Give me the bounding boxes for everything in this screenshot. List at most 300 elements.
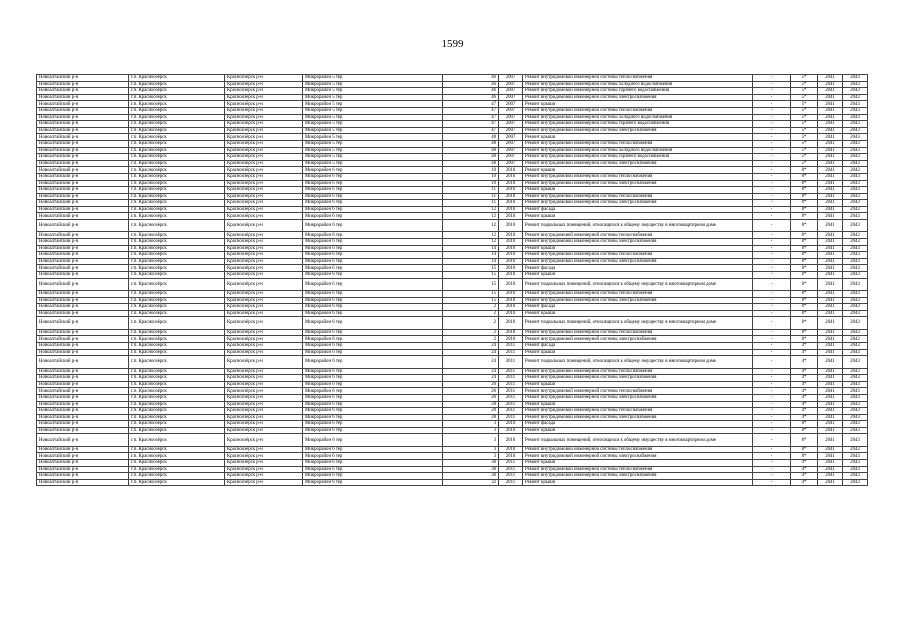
cell-build-year: 2011: [499, 408, 523, 415]
cell-work-type: Ремонт подвальных помещений, относящихся к общему имуществу в многоквартирном доме: [523, 434, 753, 446]
cell-area: -: [753, 252, 791, 259]
cell-end-year: 2043: [843, 479, 868, 486]
cell-street: Микрорайон 5 тер: [303, 94, 443, 101]
cell-settlement: г.п. Красноозёрск: [129, 213, 225, 220]
cell-city-district: Красноозёрск р-н: [225, 134, 303, 141]
cell-work-type: Ремонт внутридомовой инженерной системы электроснабжения: [523, 200, 753, 207]
cell-street: Микрорайон 6 тер: [303, 329, 443, 336]
cell-street: Микрорайон 6 тер: [303, 252, 443, 259]
cell-start-year: 2041: [818, 160, 843, 167]
table-row: [37, 258, 868, 265]
cell-priority: 5*: [791, 127, 818, 134]
cell-build-year: 2010: [499, 213, 523, 220]
cell-priority: 4*: [791, 408, 818, 415]
table-row: [37, 180, 868, 187]
cell-city-district: Красноозёрск р-н: [225, 394, 303, 401]
cell-house-number: 47: [443, 127, 499, 134]
table-row: [37, 154, 868, 161]
cell-priority: 8*: [791, 193, 818, 200]
cell-area: -: [753, 466, 791, 473]
cell-start-year: 2041: [818, 154, 843, 161]
cell-district: Новоалтайский р-н: [37, 460, 129, 467]
cell-house-number: 30: [443, 460, 499, 467]
cell-settlement: г.п. Красноозёрск: [129, 381, 225, 388]
cell-settlement: г.п. Красноозёрск: [129, 342, 225, 349]
cell-district: Новоалтайский р-н: [37, 297, 129, 304]
cell-city-district: Красноозёрск р-н: [225, 460, 303, 467]
cell-priority: 8*: [791, 239, 818, 246]
cell-area: -: [753, 81, 791, 88]
cell-start-year: 2041: [818, 114, 843, 121]
cell-start-year: 2041: [818, 134, 843, 141]
cell-end-year: 2043: [843, 427, 868, 434]
cell-priority: 8*: [791, 167, 818, 174]
cell-district: Новоалтайский р-н: [37, 317, 129, 329]
cell-work-type: Ремонт подвальных помещений, относящихся к общему имуществу в многоквартирном доме: [523, 356, 753, 368]
cell-build-year: 2010: [499, 200, 523, 207]
cell-priority: 8*: [791, 446, 818, 453]
cell-area: -: [753, 265, 791, 272]
cell-build-year: 2011: [499, 460, 523, 467]
cell-area: -: [753, 342, 791, 349]
cell-district: Новоалтайский р-н: [37, 127, 129, 134]
cell-end-year: 2043: [843, 368, 868, 375]
cell-build-year: 2011: [499, 349, 523, 356]
cell-city-district: Красноозёрск р-н: [225, 329, 303, 336]
cell-end-year: 2043: [843, 94, 868, 101]
cell-end-year: 2043: [843, 460, 868, 467]
cell-work-type: Ремонт крыши: [523, 349, 753, 356]
cell-end-year: 2043: [843, 375, 868, 382]
table-row: [37, 446, 868, 453]
cell-build-year: 2007: [499, 147, 523, 154]
cell-end-year: 2043: [843, 213, 868, 220]
cell-work-type: Ремонт внутридомовой инженерной системы теплоснабжения: [523, 368, 753, 375]
table-row: [37, 414, 868, 421]
cell-end-year: 2043: [843, 388, 868, 395]
cell-area: -: [753, 394, 791, 401]
cell-end-year: 2043: [843, 466, 868, 473]
cell-city-district: Красноозёрск р-н: [225, 193, 303, 200]
cell-work-type: Ремонт внутридомовой инженерной системы электроснабжения: [523, 414, 753, 421]
cell-settlement: г.п. Красноозёрск: [129, 107, 225, 114]
cell-house-number: 48: [443, 154, 499, 161]
cell-city-district: Красноозёрск р-н: [225, 187, 303, 194]
cell-priority: 8*: [791, 427, 818, 434]
table-row: [37, 134, 868, 141]
cell-priority: 8*: [791, 206, 818, 213]
cell-start-year: 2041: [818, 200, 843, 207]
cell-city-district: Красноозёрск р-н: [225, 160, 303, 167]
cell-end-year: 2043: [843, 81, 868, 88]
cell-priority: 4*: [791, 388, 818, 395]
cell-priority: 4*: [791, 401, 818, 408]
cell-priority: 8*: [791, 310, 818, 317]
cell-area: -: [753, 434, 791, 446]
cell-build-year: 2010: [499, 258, 523, 265]
cell-priority: 8*: [791, 200, 818, 207]
cell-house-number: 15: [443, 265, 499, 272]
cell-build-year: 2010: [499, 310, 523, 317]
cell-house-number: 48: [443, 160, 499, 167]
cell-work-type: Ремонт крыши: [523, 245, 753, 252]
table-row: [37, 147, 868, 154]
cell-area: -: [753, 127, 791, 134]
cell-city-district: Красноозёрск р-н: [225, 232, 303, 239]
cell-house-number: 3: [443, 427, 499, 434]
table-row: [37, 239, 868, 246]
cell-city-district: Красноозёрск р-н: [225, 368, 303, 375]
page-number: 1599: [441, 38, 464, 50]
cell-district: Новоалтайский р-н: [37, 258, 129, 265]
cell-district: Новоалтайский р-н: [37, 160, 129, 167]
cell-end-year: 2043: [843, 134, 868, 141]
cell-build-year: 2010: [499, 265, 523, 272]
cell-end-year: 2043: [843, 258, 868, 265]
cell-city-district: Красноозёрск р-н: [225, 291, 303, 298]
table-row: [37, 427, 868, 434]
cell-priority: 8*: [791, 317, 818, 329]
cell-district: Новоалтайский р-н: [37, 173, 129, 180]
cell-end-year: 2043: [843, 434, 868, 446]
cell-start-year: 2041: [818, 304, 843, 311]
cell-settlement: г.п. Красноозёрск: [129, 167, 225, 174]
cell-start-year: 2041: [818, 167, 843, 174]
cell-area: -: [753, 278, 791, 290]
cell-house-number: 24: [443, 375, 499, 382]
cell-house-number: 46: [443, 94, 499, 101]
cell-work-type: Ремонт внутридомовой инженерной системы электроснабжения: [523, 239, 753, 246]
cell-street: Микрорайон 6 тер: [303, 265, 443, 272]
cell-priority: 4*: [791, 466, 818, 473]
cell-work-type: Ремонт внутридомовой инженерной системы теплоснабжения: [523, 466, 753, 473]
cell-street: Микрорайон 6 тер: [303, 408, 443, 415]
cell-work-type: Ремонт внутридомовой инженерной системы холодного водоснабжения: [523, 147, 753, 154]
cell-end-year: 2043: [843, 265, 868, 272]
cell-settlement: г.п. Красноозёрск: [129, 466, 225, 473]
cell-settlement: г.п. Красноозёрск: [129, 479, 225, 486]
cell-work-type: Ремонт крыши: [523, 381, 753, 388]
cell-street: Микрорайон 6 тер: [303, 401, 443, 408]
cell-district: Новоалтайский р-н: [37, 107, 129, 114]
cell-start-year: 2041: [818, 173, 843, 180]
cell-street: Микрорайон 5 тер: [303, 160, 443, 167]
cell-house-number: 10: [443, 180, 499, 187]
cell-house-number: 46: [443, 75, 499, 82]
cell-start-year: 2041: [818, 187, 843, 194]
cell-area: -: [753, 121, 791, 128]
cell-district: Новоалтайский р-н: [37, 304, 129, 311]
cell-end-year: 2043: [843, 278, 868, 290]
capital-repair-table: [36, 74, 868, 486]
cell-house-number: 47: [443, 114, 499, 121]
cell-city-district: Красноозёрск р-н: [225, 388, 303, 395]
cell-work-type: Ремонт внутридомовой инженерной системы теплоснабжения: [523, 75, 753, 82]
cell-start-year: 2041: [818, 408, 843, 415]
cell-house-number: 12: [443, 239, 499, 246]
cell-end-year: 2043: [843, 381, 868, 388]
table-row: [37, 220, 868, 232]
cell-build-year: 2011: [499, 388, 523, 395]
cell-start-year: 2041: [818, 453, 843, 460]
cell-area: -: [753, 147, 791, 154]
cell-street: Микрорайон 5 тер: [303, 81, 443, 88]
cell-city-district: Красноозёрск р-н: [225, 220, 303, 232]
cell-build-year: 2011: [499, 479, 523, 486]
cell-start-year: 2041: [818, 140, 843, 147]
cell-work-type: Ремонт крыши: [523, 310, 753, 317]
cell-start-year: 2041: [818, 232, 843, 239]
cell-start-year: 2041: [818, 466, 843, 473]
table-row: [37, 466, 868, 473]
table-row: [37, 127, 868, 134]
cell-work-type: Ремонт внутридомовой инженерной системы теплоснабжения: [523, 173, 753, 180]
cell-district: Новоалтайский р-н: [37, 401, 129, 408]
cell-district: Новоалтайский р-н: [37, 291, 129, 298]
cell-work-type: Ремонт внутридомовой инженерной системы электроснабжения: [523, 453, 753, 460]
cell-street: Микрорайон 5 тер: [303, 114, 443, 121]
cell-city-district: Красноозёрск р-н: [225, 180, 303, 187]
cell-start-year: 2041: [818, 206, 843, 213]
cell-city-district: Красноозёрск р-н: [225, 401, 303, 408]
cell-city-district: Красноозёрск р-н: [225, 479, 303, 486]
cell-build-year: 2007: [499, 75, 523, 82]
cell-house-number: 3: [443, 446, 499, 453]
table-row: [37, 101, 868, 108]
cell-area: -: [753, 167, 791, 174]
cell-build-year: 2010: [499, 187, 523, 194]
cell-house-number: 24: [443, 368, 499, 375]
cell-settlement: г.п. Красноозёрск: [129, 121, 225, 128]
cell-city-district: Красноозёрск р-н: [225, 147, 303, 154]
cell-end-year: 2043: [843, 473, 868, 480]
cell-build-year: 2010: [499, 329, 523, 336]
cell-district: Новоалтайский р-н: [37, 310, 129, 317]
table-row: [37, 304, 868, 311]
cell-build-year: 2010: [499, 317, 523, 329]
cell-district: Новоалтайский р-н: [37, 408, 129, 415]
cell-build-year: 2011: [499, 375, 523, 382]
cell-street: Микрорайон 6 тер: [303, 356, 443, 368]
cell-area: -: [753, 408, 791, 415]
cell-priority: 4*: [791, 473, 818, 480]
cell-priority: 8*: [791, 291, 818, 298]
cell-build-year: 2010: [499, 272, 523, 279]
cell-build-year: 2010: [499, 193, 523, 200]
cell-build-year: 2010: [499, 291, 523, 298]
table-row: [37, 94, 868, 101]
cell-priority: 8*: [791, 232, 818, 239]
cell-area: -: [753, 368, 791, 375]
cell-area: -: [753, 421, 791, 428]
cell-end-year: 2043: [843, 193, 868, 200]
cell-city-district: Красноозёрск р-н: [225, 154, 303, 161]
cell-city-district: Красноозёрск р-н: [225, 121, 303, 128]
cell-settlement: г.п. Красноозёрск: [129, 245, 225, 252]
cell-settlement: г.п. Красноозёрск: [129, 446, 225, 453]
table-row: [37, 368, 868, 375]
cell-district: Новоалтайский р-н: [37, 421, 129, 428]
cell-district: Новоалтайский р-н: [37, 427, 129, 434]
cell-start-year: 2041: [818, 473, 843, 480]
cell-district: Новоалтайский р-н: [37, 121, 129, 128]
cell-district: Новоалтайский р-н: [37, 375, 129, 382]
cell-start-year: 2041: [818, 446, 843, 453]
cell-city-district: Красноозёрск р-н: [225, 278, 303, 290]
cell-house-number: 15: [443, 291, 499, 298]
cell-area: -: [753, 297, 791, 304]
cell-settlement: г.п. Красноозёрск: [129, 200, 225, 207]
cell-district: Новоалтайский р-н: [37, 446, 129, 453]
cell-work-type: Ремонт подвальных помещений, относящихся к общему имуществу в многоквартирном доме: [523, 278, 753, 290]
cell-start-year: 2041: [818, 427, 843, 434]
cell-house-number: 11: [443, 187, 499, 194]
table-row: [37, 336, 868, 343]
table-row: [37, 394, 868, 401]
cell-street: Микрорайон 6 тер: [303, 173, 443, 180]
cell-start-year: 2041: [818, 75, 843, 82]
cell-settlement: г.п. Красноозёрск: [129, 239, 225, 246]
cell-end-year: 2043: [843, 127, 868, 134]
cell-end-year: 2043: [843, 239, 868, 246]
cell-end-year: 2043: [843, 147, 868, 154]
cell-priority: 5*: [791, 121, 818, 128]
cell-city-district: Красноозёрск р-н: [225, 107, 303, 114]
cell-work-type: Ремонт внутридомовой инженерной системы электроснабжения: [523, 180, 753, 187]
cell-start-year: 2041: [818, 388, 843, 395]
cell-street: Микрорайон 6 тер: [303, 193, 443, 200]
cell-start-year: 2041: [818, 349, 843, 356]
cell-start-year: 2041: [818, 193, 843, 200]
cell-street: Микрорайон 6 тер: [303, 466, 443, 473]
table-row: [37, 479, 868, 486]
cell-street: Микрорайон 6 тер: [303, 394, 443, 401]
cell-start-year: 2041: [818, 127, 843, 134]
cell-start-year: 2041: [818, 239, 843, 246]
table-row: [37, 272, 868, 279]
cell-house-number: 14: [443, 252, 499, 259]
cell-street: Микрорайон 6 тер: [303, 297, 443, 304]
cell-house-number: 3: [443, 421, 499, 428]
cell-priority: 5*: [791, 107, 818, 114]
cell-end-year: 2043: [843, 349, 868, 356]
cell-street: Микрорайон 6 тер: [303, 375, 443, 382]
cell-start-year: 2041: [818, 213, 843, 220]
cell-city-district: Красноозёрск р-н: [225, 200, 303, 207]
cell-street: Микрорайон 5 тер: [303, 121, 443, 128]
cell-work-type: Ремонт внутридомовой инженерной системы электроснабжения: [523, 258, 753, 265]
cell-build-year: 2007: [499, 81, 523, 88]
cell-work-type: Ремонт внутридомовой инженерной системы теплоснабжения: [523, 446, 753, 453]
cell-area: -: [753, 317, 791, 329]
cell-priority: 4*: [791, 368, 818, 375]
cell-build-year: 2007: [499, 101, 523, 108]
cell-build-year: 2007: [499, 140, 523, 147]
cell-street: Микрорайон 6 тер: [303, 278, 443, 290]
cell-street: Микрорайон 5 тер: [303, 101, 443, 108]
cell-build-year: 2010: [499, 304, 523, 311]
table-row: [37, 297, 868, 304]
cell-city-district: Красноозёрск р-н: [225, 434, 303, 446]
cell-end-year: 2043: [843, 297, 868, 304]
cell-end-year: 2043: [843, 291, 868, 298]
cell-city-district: Красноозёрск р-н: [225, 342, 303, 349]
cell-end-year: 2043: [843, 356, 868, 368]
cell-city-district: Красноозёрск р-н: [225, 421, 303, 428]
cell-street: Микрорайон 6 тер: [303, 453, 443, 460]
cell-district: Новоалтайский р-н: [37, 213, 129, 220]
table-row: [37, 375, 868, 382]
cell-area: -: [753, 414, 791, 421]
cell-district: Новоалтайский р-н: [37, 245, 129, 252]
table-row: [37, 75, 868, 82]
table-row: [37, 342, 868, 349]
cell-settlement: г.п. Красноозёрск: [129, 220, 225, 232]
cell-start-year: 2041: [818, 375, 843, 382]
cell-city-district: Красноозёрск р-н: [225, 427, 303, 434]
cell-street: Микрорайон 6 тер: [303, 258, 443, 265]
cell-priority: 8*: [791, 173, 818, 180]
cell-district: Новоалтайский р-н: [37, 278, 129, 290]
cell-house-number: 11: [443, 193, 499, 200]
cell-district: Новоалтайский р-н: [37, 272, 129, 279]
cell-work-type: Ремонт внутридомовой инженерной системы холодного водоснабжения: [523, 81, 753, 88]
cell-house-number: 28: [443, 408, 499, 415]
table-row: [37, 310, 868, 317]
cell-start-year: 2041: [818, 258, 843, 265]
table-row: [37, 265, 868, 272]
cell-priority: 5*: [791, 101, 818, 108]
cell-settlement: г.п. Красноозёрск: [129, 297, 225, 304]
cell-area: -: [753, 258, 791, 265]
cell-priority: 5*: [791, 160, 818, 167]
cell-work-type: Ремонт внутридомовой инженерной системы электроснабжения: [523, 473, 753, 480]
cell-city-district: Красноозёрск р-н: [225, 349, 303, 356]
cell-area: -: [753, 291, 791, 298]
cell-end-year: 2043: [843, 140, 868, 147]
cell-city-district: Красноозёрск р-н: [225, 381, 303, 388]
cell-settlement: г.п. Красноозёрск: [129, 408, 225, 415]
cell-work-type: Ремонт внутридомовой инженерной системы электроснабжения: [523, 394, 753, 401]
cell-district: Новоалтайский р-н: [37, 134, 129, 141]
cell-city-district: Красноозёрск р-н: [225, 297, 303, 304]
cell-area: -: [753, 101, 791, 108]
cell-start-year: 2041: [818, 434, 843, 446]
cell-priority: 8*: [791, 245, 818, 252]
cell-street: Микрорайон 6 тер: [303, 220, 443, 232]
cell-end-year: 2043: [843, 75, 868, 82]
cell-house-number: 2: [443, 317, 499, 329]
cell-district: Новоалтайский р-н: [37, 101, 129, 108]
cell-city-district: Красноозёрск р-н: [225, 258, 303, 265]
cell-city-district: Красноозёрск р-н: [225, 466, 303, 473]
table-row: [37, 329, 868, 336]
cell-area: -: [753, 401, 791, 408]
cell-area: -: [753, 336, 791, 343]
cell-house-number: 3: [443, 453, 499, 460]
table-row: [37, 291, 868, 298]
cell-work-type: Ремонт внутридомовой инженерной системы электроснабжения: [523, 94, 753, 101]
cell-settlement: г.п. Красноозёрск: [129, 206, 225, 213]
cell-build-year: 2007: [499, 134, 523, 141]
cell-settlement: г.п. Красноозёрск: [129, 134, 225, 141]
cell-settlement: г.п. Красноозёрск: [129, 252, 225, 259]
cell-area: -: [753, 160, 791, 167]
cell-end-year: 2043: [843, 173, 868, 180]
cell-settlement: г.п. Красноозёрск: [129, 81, 225, 88]
cell-start-year: 2041: [818, 291, 843, 298]
cell-start-year: 2041: [818, 101, 843, 108]
